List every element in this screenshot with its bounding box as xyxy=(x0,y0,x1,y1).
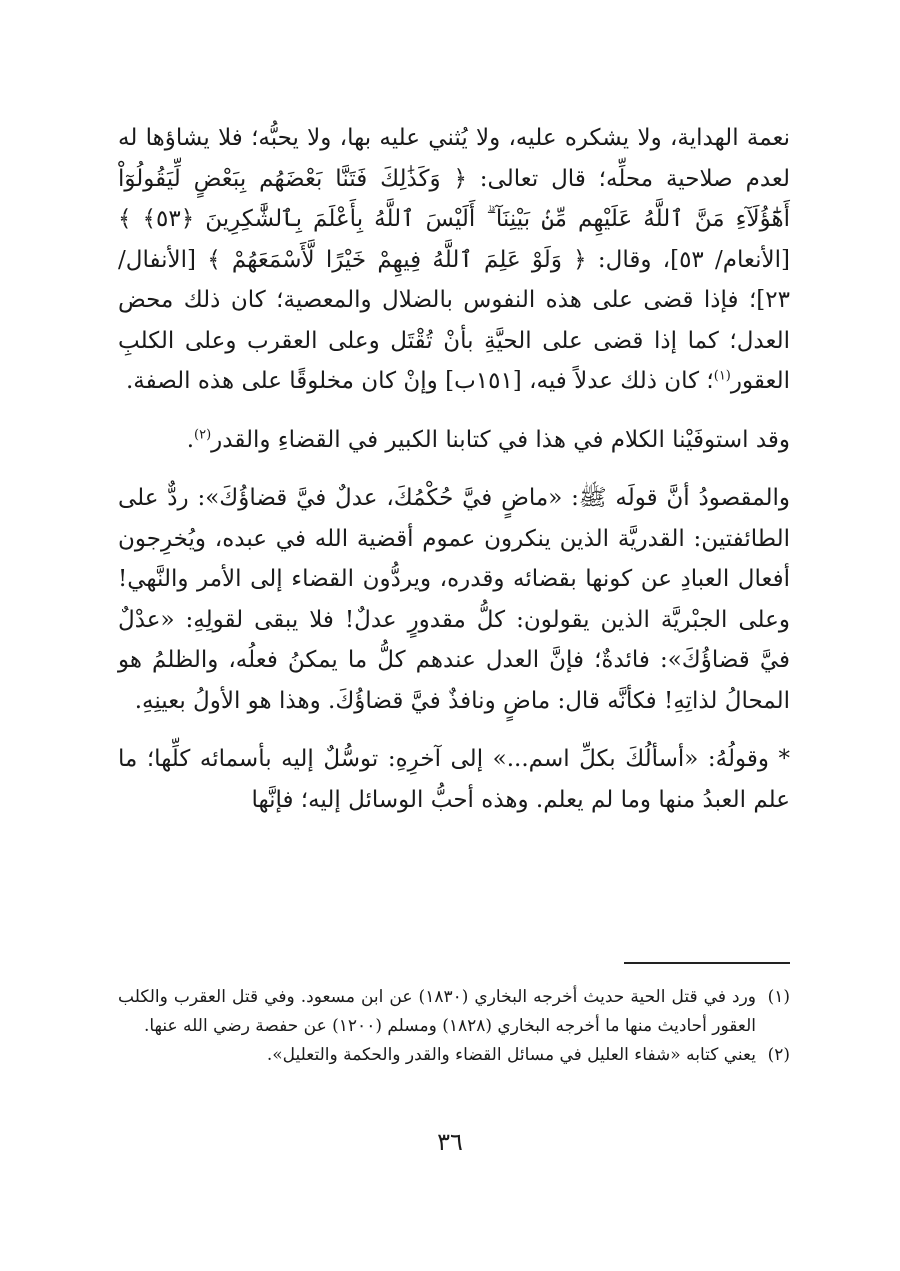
paragraph-1 xyxy=(118,118,790,402)
paragraph-1-tail: ؛ كان ذلك عدلاً فيه، [١٥١ب] وإنْ كان مخلوقًا على هذه الصفة. xyxy=(125,368,714,394)
paragraph-2-tail: . xyxy=(186,426,195,453)
footnote-2-text: يعني كتابه «شفاء العليل في مسائل القضاء والقدر والحكمة والتعليل». xyxy=(266,1045,756,1065)
footnote-2-number: (٢) xyxy=(767,1045,790,1065)
paragraph-3: والمقصودُ أنَّ قولَه ﷺ: «ماضٍ فيَّ حُكْمُكَ، عدلٌ فيَّ قضاؤُكَ»: ردٌّ على الطائفتين: القدريَّة الذين ينكرون عموم أقضية الله في عبده، ويُخرِجون أفعال العبادِ عن كونها بقضائه وقدره، ويردُّون القضاء إلى الأمر والنَّهي! وعلى الجبْريَّة الذين يقولون: كلُّ مقدورٍ عدلٌ! فلا يبقى لقولِهِ: «عدْلٌ فيَّ قضاؤُكَ»: فائدةٌ؛ فإنَّ العدل عندهم كلُّ ما يمكنُ فعلُه، والظلمُ هو المحالُ لذاتِهِ! فكأنَّه قال: ماضٍ ونافذٌ فيَّ قضاؤُكَ. وهذا هو الأولُ بعينِهِ. xyxy=(118,485,790,714)
main-text xyxy=(118,118,790,820)
footnote-1 xyxy=(118,983,790,1041)
footnote-ref-1[interactable]: (١) xyxy=(713,368,731,384)
footnote-ref-2[interactable]: (٢) xyxy=(194,426,212,442)
paragraph-2-text: وقد استوفَيْنا الكلام في هذا في كتابنا الكبير في القضاءِ والقدر xyxy=(211,426,790,453)
footnote-divider xyxy=(624,962,790,964)
page-number: ٣٦ xyxy=(437,1128,463,1156)
footnote-1-number: (١) xyxy=(767,987,790,1007)
footnotes xyxy=(118,983,790,1070)
paragraph-2 xyxy=(118,420,790,461)
paragraph-1-text: نعمة الهداية، ولا يشكره عليه، ولا يُثني عليه بها، ولا يحبُّه؛ فلا يشاؤها له لعدم صلاحية محلِّه؛ قال تعالى: ﴿ وَكَذَٰلِكَ فَتَنَّا بَعْضَهُم بِبَعْضٍ لِّيَقُولُوٓاْ أَهَٰٓؤُلَآءِ مَنَّ ٱللَّهُ عَلَيْهِم مِّنۢ بَيْنِنَآ ۗ أَلَيْسَ ٱللَّهُ بِأَعْلَمَ بِٱلشَّٰكِرِينَ ﴿٥٣﴾ ﴾ [الأنعام/ ٥٣]، وقال: ﴿ وَلَوْ عَلِمَ ٱللَّهُ فِيهِمْ خَيْرًا لَّأَسْمَعَهُمْ ﴾ [الأنفال/ ٢٣]؛ فإذا قضى على هذه النفوس بالضلال والمعصية؛ كان ذلك محض العدل؛ كما إذا قضى على الحيَّةِ بأنْ تُقْتَل وعلى العقرب وعلى الكلبِ العقور xyxy=(118,125,790,394)
footnote-1-text: ورد في قتل الحية حديث أخرجه البخاري (١٨٣٠) عن ابن مسعود. وفي قتل العقرب والكلب العقور أحاديث منها ما أخرجه البخاري (١٨٢٨) ومسلم (١٢٠٠) عن حفصة رضي الله عنها. xyxy=(118,987,756,1036)
paragraph-4: * وقولُهُ: «أسألُكَ بكلِّ اسم...» إلى آخرِهِ: توسُّلٌ إليه بأسمائه كلِّها؛ ما علم العبدُ منها وما لم يعلم. وهذه أحبُّ الوسائل إليه؛ فإنَّها xyxy=(118,746,790,813)
footnote-2 xyxy=(118,1041,790,1070)
